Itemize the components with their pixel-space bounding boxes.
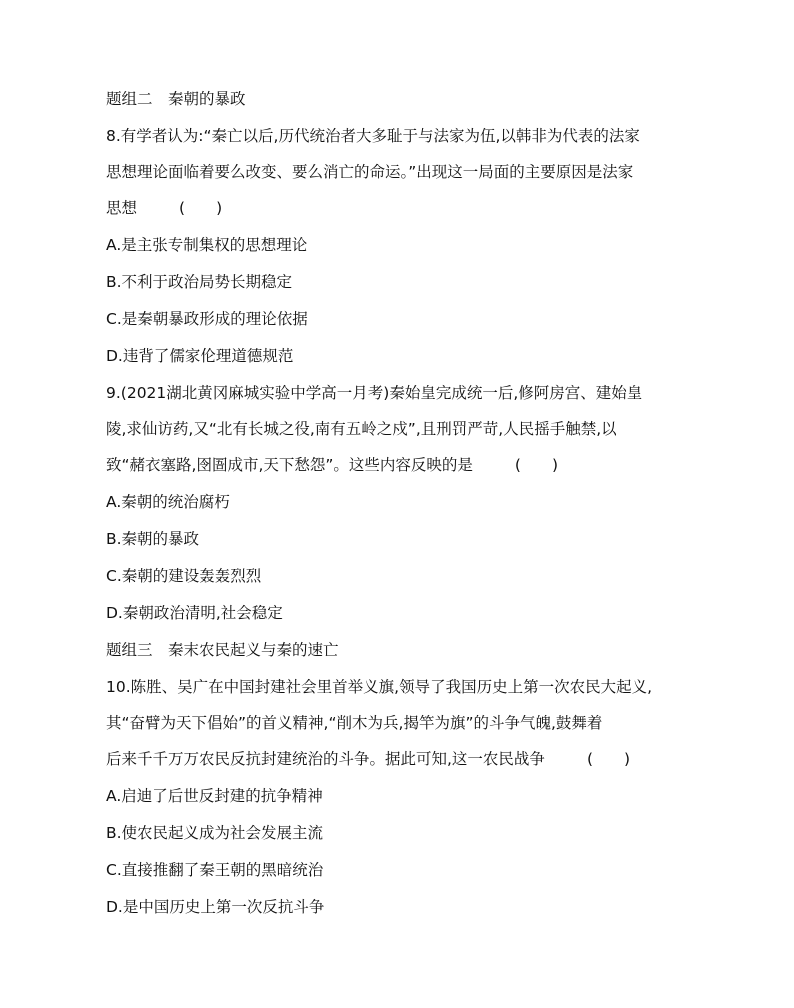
question-9-stem [106, 382, 706, 476]
question-8-option-b: B.不利于政治局势长期稳定 [106, 273, 293, 291]
question-8-line-3-text: 思想 [106, 199, 138, 217]
question-8-option-a: A.是主张专制集权的思想理论 [106, 236, 308, 254]
question-8-line-3 [106, 197, 706, 219]
section-heading-2: 题组二 秦朝的暴政 [106, 90, 246, 108]
question-8-option-d: D.违背了儒家伦理道德规范 [106, 347, 294, 365]
question-9-answer-paren: ( ) [514, 456, 559, 474]
question-8-line-1: 8.有学者认为:“秦亡以后,历代统治者大多耻于与法家为伍,以韩非为代表的法家 [106, 127, 640, 145]
question-9-line-2: 陵,求仙访药,又“北有长城之役,南有五岭之戍”,且刑罚严苛,人民摇手触禁,以 [106, 420, 617, 438]
question-9-option-d: D.秦朝政治清明,社会稳定 [106, 604, 283, 622]
question-10-line-2: 其“奋臂为天下倡始”的首义精神,“削木为兵,揭竿为旗”的斗争气魄,鼓舞着 [106, 714, 603, 732]
question-9-option-b: B.秦朝的暴政 [106, 530, 200, 548]
question-10-option-b: B.使农民起义成为社会发展主流 [106, 824, 324, 842]
question-10-option-c: C.直接推翻了秦王朝的黑暗统治 [106, 861, 324, 879]
question-10-line-3 [106, 748, 706, 770]
question-9-option-a: A.秦朝的统治腐朽 [106, 493, 230, 511]
question-8-answer-paren: ( ) [179, 199, 223, 217]
question-10-line-3-text: 后来千千万万农民反抗封建统治的斗争。据此可知,这一农民战争 [106, 750, 545, 768]
question-10-option-d: D.是中国历史上第一次反抗斗争 [106, 898, 325, 916]
question-10-option-a: A.启迪了后世反封建的抗争精神 [106, 787, 323, 805]
question-8-stem [106, 125, 706, 219]
question-9-line-3-text: 致“赭衣塞路,囹圄成市,天下愁怨”。这些内容反映的是 [106, 456, 473, 474]
question-9-line-1: 9.(2021湖北黄冈麻城实验中学高一月考)秦始皇完成统一后,修阿房宫、建始皇 [106, 384, 643, 402]
question-10-line-1: 10.陈胜、吴广在中国封建社会里首举义旗,领导了我国历史上第一次农民大起义, [106, 678, 653, 696]
question-10-stem [106, 676, 706, 770]
question-8-option-c: C.是秦朝暴政形成的理论依据 [106, 310, 308, 328]
question-9-line-3 [106, 454, 706, 476]
question-10-answer-paren: ( ) [586, 750, 631, 768]
section-heading-3: 题组三 秦末农民起义与秦的速亡 [106, 641, 339, 659]
worksheet-page [106, 88, 706, 933]
question-9-option-c: C.秦朝的建设轰轰烈烈 [106, 567, 262, 585]
question-8-line-2: 思想理论面临着要么改变、要么消亡的命运。”出现这一局面的主要原因是法家 [106, 163, 634, 181]
